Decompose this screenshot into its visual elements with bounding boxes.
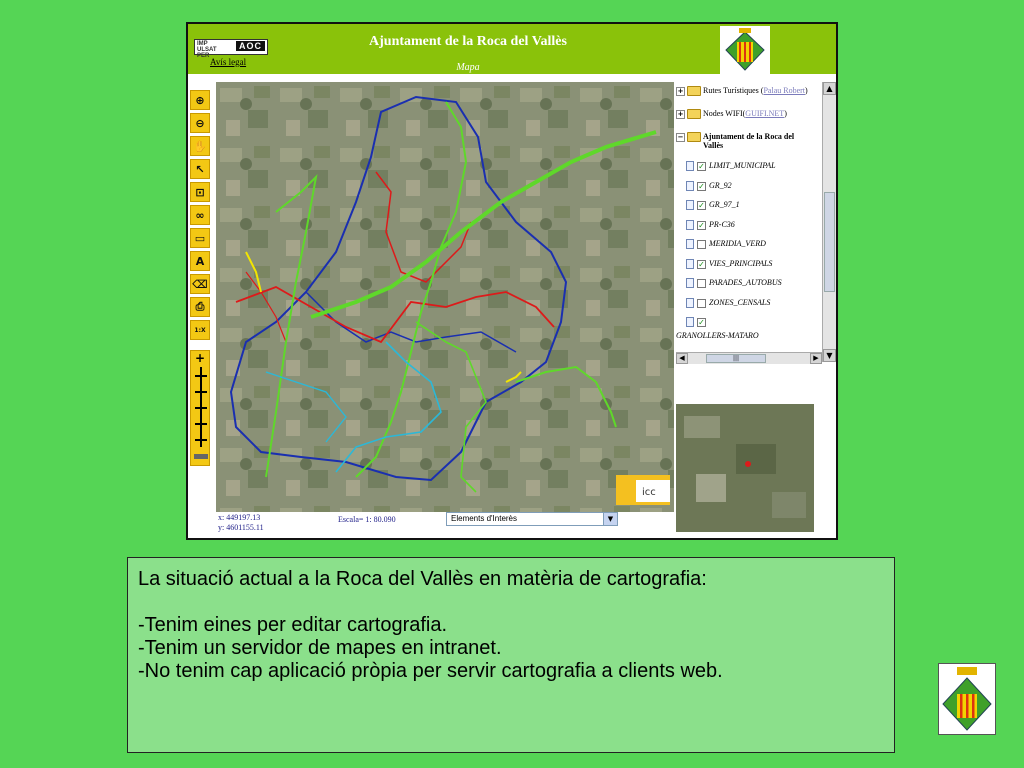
print-icon[interactable]: ⎙: [190, 297, 210, 317]
layer-item-label: PR-C36: [709, 219, 735, 229]
layer-group[interactable]: [676, 132, 813, 150]
layer-item[interactable]: [676, 181, 732, 191]
layer-document-icon: [686, 278, 694, 288]
app-header: [188, 24, 836, 74]
layer-checkbox[interactable]: ✓: [698, 259, 705, 269]
layer-group-suffix: ): [805, 86, 808, 95]
layer-checkbox[interactable]: [697, 279, 706, 288]
info-heading: La situació actual a la Roca del Vallès en matèria de cartografia:: [138, 568, 707, 590]
text-tool-icon[interactable]: A: [190, 251, 210, 271]
layer-item[interactable]: [676, 298, 770, 308]
logo-brand-text: AOC: [239, 41, 262, 51]
aoc-logo[interactable]: [194, 39, 268, 59]
layer-source-link[interactable]: Palau Robert: [763, 86, 806, 95]
coord-y: y: 4601155.11: [218, 523, 264, 532]
overview-map[interactable]: [676, 404, 814, 532]
zoom-level-tick[interactable]: [195, 407, 207, 409]
layer-group-label: [703, 109, 813, 118]
info-line: -No tenim cap aplicació pròpia per servir cartografia a clients web.: [138, 660, 723, 682]
zoom-slider[interactable]: [190, 350, 210, 466]
layer-item[interactable]: [676, 161, 776, 171]
layer-item-label: PARADES_AUTOBUS: [709, 278, 782, 287]
layer-item-label: LIMIT_MUNICIPAL: [709, 161, 776, 170]
scroll-thumb[interactable]: [824, 192, 835, 292]
layer-group-text: Ajuntament de la Roca del Vallès: [703, 132, 795, 150]
layer-source-link[interactable]: GUIFI.NET: [745, 109, 785, 118]
icc-watermark: icc: [642, 487, 656, 498]
folder-icon: [687, 132, 701, 142]
pan-hand-icon[interactable]: ✋: [190, 136, 210, 156]
map-canvas[interactable]: [216, 82, 674, 512]
ruler-icon[interactable]: ▭: [190, 228, 210, 248]
legal-notice-link[interactable]: Avís legal: [210, 57, 247, 67]
expand-icon[interactable]: +: [677, 110, 684, 118]
layer-group-label: [703, 86, 813, 95]
layer-document-icon: [686, 317, 694, 327]
layer-group[interactable]: [676, 109, 813, 119]
info-line: -Tenim eines per editar cartografia.: [138, 614, 448, 636]
layer-checkbox[interactable]: ✓: [698, 162, 705, 171]
collapse-icon[interactable]: −: [677, 133, 684, 141]
municipal-crest-icon: [938, 663, 996, 735]
coord-x: x: 449197.13: [218, 513, 261, 522]
layer-checkbox[interactable]: ✓: [698, 201, 705, 210]
layer-document-icon: [686, 298, 694, 308]
expand-icon[interactable]: +: [677, 87, 684, 95]
folder-icon: [687, 109, 701, 119]
zoom-level-tick[interactable]: [195, 423, 207, 425]
layer-tree-vscrollbar[interactable]: [822, 82, 836, 362]
layer-item[interactable]: [676, 200, 740, 210]
layer-item[interactable]: [676, 220, 735, 230]
layer-group[interactable]: [676, 86, 813, 96]
layer-group-text: Rutes Turístiques (: [703, 86, 764, 95]
logo-small-text: IMP ULSAT PER: [197, 41, 217, 59]
scale-readout: Escala= 1: 80.090: [338, 515, 396, 524]
layer-tree: [676, 82, 824, 362]
layer-item-label: MERIDIA_VERD: [709, 239, 766, 248]
layer-document-icon: [686, 220, 694, 230]
layer-document-icon: [686, 161, 694, 171]
map-toolbar: [190, 90, 212, 343]
link-icon[interactable]: ∞: [190, 205, 210, 225]
layer-group-label: [703, 132, 813, 150]
layer-document-icon: [686, 181, 694, 191]
folder-icon: [687, 86, 701, 96]
layer-checkbox[interactable]: ✓: [698, 220, 705, 230]
points-of-interest-select[interactable]: [446, 512, 618, 526]
layer-checkbox[interactable]: ✓: [698, 318, 705, 327]
layer-checkbox[interactable]: [697, 299, 706, 308]
layer-group-suffix: ): [784, 109, 787, 118]
layer-item-label: GR_97_1: [709, 200, 740, 209]
zoom-level-tick[interactable]: [195, 391, 207, 393]
layer-document-icon: [686, 200, 694, 210]
overview-extent-marker: [745, 461, 751, 467]
zoom-plus-icon[interactable]: +: [195, 351, 206, 365]
zoom-slider-knob[interactable]: [194, 454, 208, 459]
layer-item-label: GR_92: [709, 180, 732, 190]
app-subtitle: Mapa: [456, 62, 480, 73]
app-title: Ajuntament de la Roca del Vallès: [369, 34, 567, 49]
scroll-right-icon[interactable]: ▶: [810, 353, 822, 364]
scroll-up-icon[interactable]: ▲: [823, 82, 836, 95]
layer-item-label: ZONES_CENSALS: [709, 297, 771, 307]
info-line: -Tenim un servidor de mapes en intranet.: [138, 637, 502, 659]
info-arrow-icon[interactable]: ↖: [190, 159, 210, 179]
eraser-icon[interactable]: ⌫: [190, 274, 210, 294]
logo-brand: [236, 41, 265, 51]
select-value: Elements d'Interès: [451, 514, 518, 523]
layer-tree-hscrollbar[interactable]: [676, 352, 822, 364]
scale-icon[interactable]: 1:X: [190, 320, 210, 340]
layer-group-text: Nodes WIFI(: [703, 109, 746, 118]
scroll-down-icon[interactable]: ▼: [823, 349, 836, 362]
municipal-crest-icon: [720, 26, 770, 74]
layer-document-icon: [686, 239, 694, 249]
chevron-down-icon[interactable]: ▼: [603, 513, 617, 525]
layer-document-icon: [686, 259, 694, 269]
layer-item-label: GRANOLLERS-MATARO: [676, 331, 759, 340]
map-viewer-window: [186, 22, 838, 540]
zoom-out-icon[interactable]: ⊖: [190, 113, 210, 133]
zoom-in-icon[interactable]: ⊕: [190, 90, 210, 110]
layer-item[interactable]: [676, 278, 782, 288]
scroll-left-icon[interactable]: ◀: [676, 353, 688, 364]
hscroll-thumb[interactable]: |||: [706, 354, 766, 363]
layer-checkbox[interactable]: ✓: [698, 181, 705, 191]
layer-item[interactable]: [676, 317, 759, 340]
info-panel: [127, 557, 895, 753]
layer-checkbox[interactable]: [697, 240, 706, 249]
layer-item[interactable]: [676, 259, 772, 269]
zoom-level-tick[interactable]: [195, 439, 207, 441]
layer-item-label: VIES_PRINCIPALS: [709, 258, 773, 268]
zoom-level-tick[interactable]: [195, 375, 207, 377]
layer-item[interactable]: [676, 239, 766, 249]
coordinate-readout: [218, 513, 264, 533]
zoom-extent-icon[interactable]: ⊡: [190, 182, 210, 202]
